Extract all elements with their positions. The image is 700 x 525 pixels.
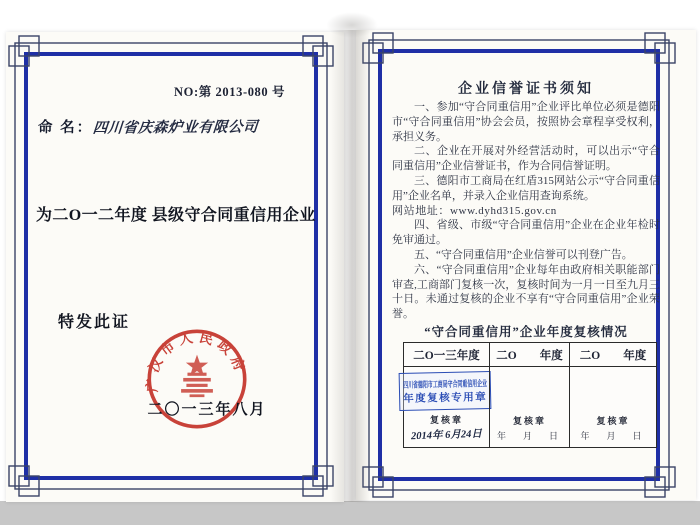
booklet-top-crease [326, 12, 378, 38]
notice-paragraph-1: 一、参加“守合同重信用”企业评比单位必须是德阳市“守合同重信用”协会会员，按照协会章程享受权利，承担义务。 [392, 101, 660, 143]
year-header-blank-1: 二O 年度 [489, 343, 569, 366]
seal-arc-text: 广汉市人民政府 [144, 329, 249, 393]
review-seal-label-1: 复核章 [429, 415, 463, 425]
certificate-number: NO:第 2013-080 号 [174, 85, 286, 99]
review-cell-blank-1 [489, 366, 569, 447]
review-seal-label-2: 复核章 [512, 416, 546, 426]
review-seal-label-3: 复核章 [596, 416, 630, 426]
company-name-row [38, 116, 328, 137]
review-date-blank-2: 年 月 日 [580, 431, 646, 441]
issue-statement: 特发此证 [58, 314, 131, 331]
annual-review-table [403, 342, 657, 448]
stamp-purpose-line: 年度复核专用章 [403, 391, 488, 405]
notice-body [392, 100, 660, 322]
company-name: 四川省庆森炉业有限公司 [92, 119, 259, 137]
notice-paragraph-2: 二、企业在开展对外经营活动时，可以出示“守合同重信用”企业信誉证书，作为合同信誉证明。 [392, 145, 660, 173]
certificate-right-page [356, 30, 696, 500]
notice-paragraph-6: 六、“守合同重信用”企业每年由政府相关职能部门审查,工商部门复核一次，复核时间为一月一日至九月三十日。未通过复核的企业不享有“守合同重信用”企业荣誉。 [392, 263, 660, 321]
award-title: 为二O一二年度 县级守合同重信用企业 [36, 207, 316, 224]
notice-paragraph-5: 五、“守合同重信用”企业信誉可以刊登广告。 [414, 248, 633, 261]
review-stamp [399, 371, 492, 411]
notice-paragraph-4: 四、省级、市级“守合同重信用”企业在企业年检时免审通过。 [392, 219, 660, 247]
review-date-handwritten: 2014年 6月24日 [410, 428, 483, 443]
review-section-title: “守合同重信用”企业年度复核情况 [424, 325, 628, 339]
booklet-fold-shadow [330, 30, 370, 502]
name-label: 命 名： [38, 120, 94, 136]
review-cell-blank-2 [569, 366, 656, 447]
notice-title: 企业信誉证书须知 [458, 82, 594, 97]
scanner-background [0, 501, 700, 525]
issue-date: 二〇一三年八月 [147, 402, 267, 418]
certificate-left-page [6, 32, 344, 502]
year-header-2013: 二O一三年度 [413, 349, 480, 362]
review-date-blank-1: 年 月 日 [496, 431, 562, 441]
year-header-blank-2: 二O 年度 [569, 343, 656, 366]
review-cell-2013 [404, 366, 489, 447]
website-line: 网站地址：www.dyhd315.gov.cn [392, 204, 557, 217]
national-emblem-icon [181, 355, 213, 398]
stamp-authority-line: 四川省德阳市工商局守合同重信用企业 [402, 377, 487, 390]
notice-paragraph-3: 三、德阳市工商局在红盾315网站公示“守合同重信用”企业名单，并录入企业信用查询系统。 [392, 174, 660, 202]
